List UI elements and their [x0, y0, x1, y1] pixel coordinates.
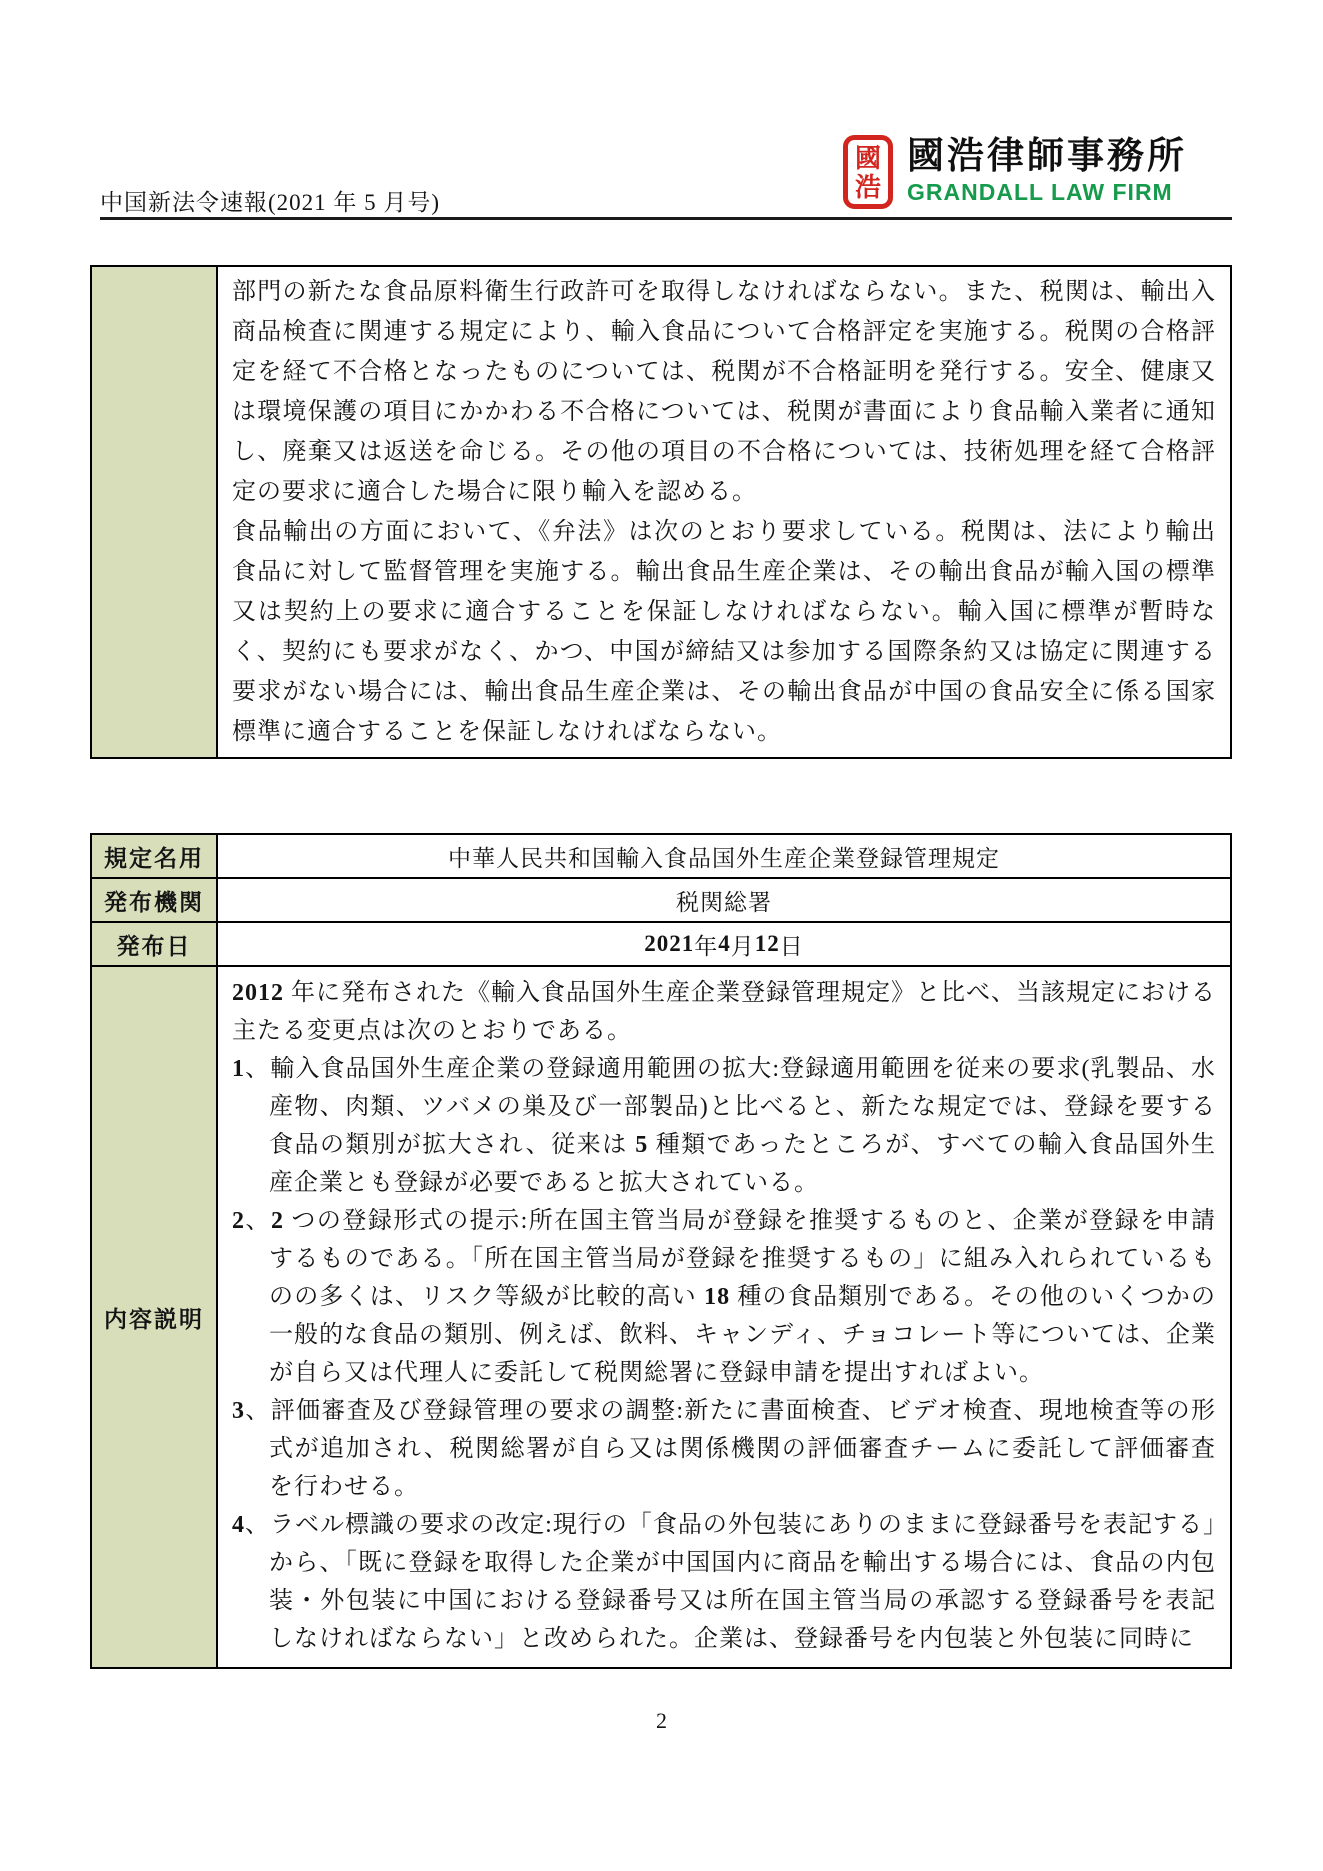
row-value: 税関総署 [676, 889, 772, 915]
regulation-table [90, 833, 1232, 1669]
row-label: 発布日 [92, 923, 218, 965]
numbered-item: 1、輸入食品国外生産企業の登録適用範囲の拡大:登録適用範囲を従来の要求(乳製品、水産物、肉類、ツバメの巣及び一部製品)と比べると、新たな規定では、登録を要する食品の類別が拡大され、従来は 5 種類であったところが、すべての輸入食品国外生産企業とも登録が必要であると拡大されている。 [232, 1056, 1216, 1196]
table-row [92, 967, 1230, 1667]
row-value: 2021 年 4 月 12 日 [644, 931, 804, 959]
row-label: 規定名用 [92, 835, 218, 877]
numbered-item: 3、評価審査及び登録管理の要求の調整:新たに書面検査、ビデオ検査、現地検査等の形式が追加され、税関総署が自ら又は関係機関の評価審査チームに委託して評価審査を行わせる。 [232, 1398, 1216, 1500]
page-number: 2 [656, 1708, 667, 1733]
table1-label-cell [92, 267, 218, 757]
page-title: 中国新法令速報(2021 年 5 月号) [100, 190, 441, 215]
seal-char: 浩 [854, 172, 882, 202]
table1-body [218, 267, 1230, 757]
content-label-cell: 内容説明 [92, 967, 218, 1667]
firm-name-en: GRANDALL LAW FIRM [907, 178, 1173, 205]
table-row [92, 835, 1230, 879]
firm-logo-text [907, 134, 1187, 206]
table-row [92, 879, 1230, 923]
row-value: 中華人民共和国輸入食品国外生産企業登録管理規定 [448, 845, 1000, 871]
firm-name-cn: 國浩律師事務所 [907, 135, 1187, 176]
numbered-item: 2、2 つの登録形式の提示:所在国主管当局が登録を推奨するものと、企業が登録を申請するものである。「所在国主管当局が登録を推奨するもの」に組み入れられているものの多くは、リスク等級が比較的高い 18 種の食品類別である。その他のいくつかの一般的な食品の類別、例えば、飲料、キャンディ、チョコレート等については、企業が自ら又は代理人に委託して税関総署に登録申請を提出すればよい。 [232, 1208, 1217, 1386]
seal-char: 國 [854, 143, 882, 173]
firm-seal-icon [842, 134, 894, 210]
content-cell [218, 967, 1230, 1667]
paragraph: 2012 年に発布された《輸入食品国外生産企業登録管理規定》と比べ、当該規定における主たる変更点は次のとおりである。 [232, 980, 1216, 1044]
firm-logo [842, 134, 1187, 210]
paragraph: 部門の新たな食品原料衛生行政許可を取得しなければならない。また、税関は、輸出入商品検査に関連する規定により、輸入食品について合格評定を実施する。税関の合格評定を経て不合格となったものについては、税関が不合格証明を発行する。安全、健康又は環境保護の項目にかかわる不合格については、税関が書面により食品輸入業者に通知し、廃棄又は返送を命じる。その他の項目の不合格については、技術処理を経て合格評定の要求に適合した場合に限り輸入を認める。 [232, 279, 1216, 505]
header-divider [100, 217, 1232, 220]
numbered-item: 4、ラベル標識の要求の改定:現行の「食品の外包装にありのままに登録番号を表記する」から、「既に登録を取得した企業が中国国内に商品を輸出する場合には、食品の内包装・外包装に中国における登録番号又は所在国主管当局の承認する登録番号を表記しなければならない」と改められた。企業は、登録番号を内包装と外包装に同時に [232, 1512, 1216, 1652]
row-label: 発布機関 [92, 879, 218, 921]
table-row [92, 923, 1230, 967]
paragraph: 食品輸出の方面において、《弁法》は次のとおり要求している。税関は、法により輸出食品に対して監督管理を実施する。輸出食品生産企業は、その輸出食品が輸入国の標準又は契約上の要求に適合することを保証しなければならない。輸入国に標準が暫時なく、契約にも要求がなく、かつ、中国が締結又は参加する国際条約又は協定に関連する要求がない場合には、輸出食品生産企業は、その輸出食品が中国の食品安全に係る国家標準に適合することを保証しなければならない。 [232, 519, 1216, 745]
continuation-table [90, 265, 1232, 759]
